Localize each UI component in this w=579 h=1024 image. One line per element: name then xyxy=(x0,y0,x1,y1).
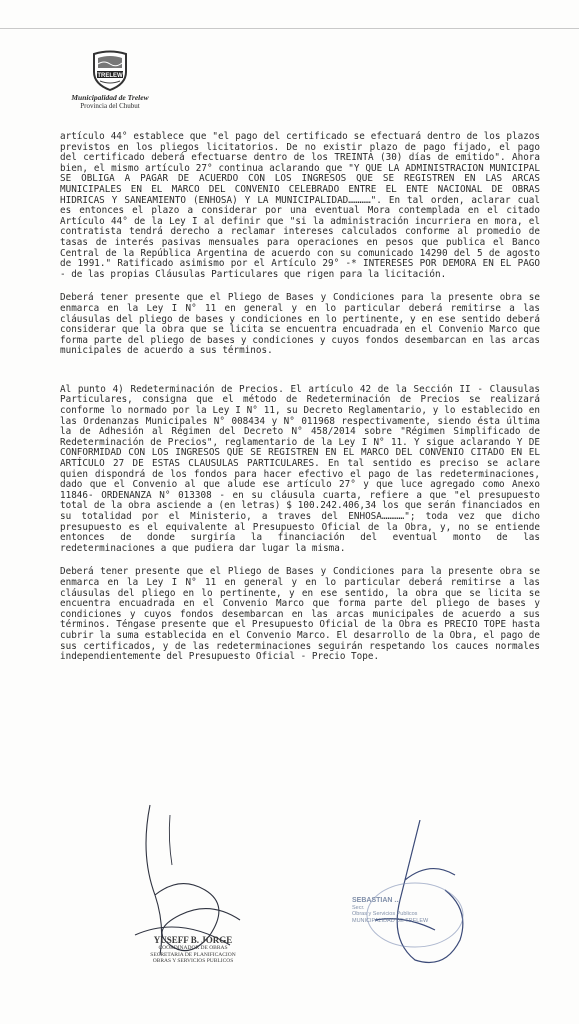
top-rule xyxy=(0,28,579,29)
paragraph: Al punto 4) Redeterminación de Precios. El artículo 42 de la Sección II - Clausulas Particulares, consigna que el método de Redeterminación de Precios se realizará conforme lo normado por la Ley I N° 11, su Decreto Reglamentario, y lo establecido en las Ordenanzas Municipales N° 008434 y N° 011968 respectivamente, siendo ésta última la de Adhesión al Régimen del Decreto N° 458/2014 sobre "Régimen Simplificado de Redeterminación de Precios", reglamentario de la Ley I N° 11. Y sigue aclarando Y DE CONFORMIDAD CON LOS INGRESOS QUE SE REGISTREN EN EL MARCO DEL CONVENIO CITADO EN EL ARTÍCULO 27 DE ESTAS CLAUSULAS PARTICULARES. En tal sentido es preciso se aclare quien dispondrá de los fondos para hacer efectivo el pago de las redeterminaciones, dado que el Convenio al que alude ese artículo 27° y que luce agregado como Anexo 11846- ORDENANZA N° 013308 - en su cláusula cuarta, refiere a que "el presupuesto total de la obra asciende a (en letras) $ 100.242.406,34 los que serán financiados en su totalidad por el Ministerio, a traves del ENHOSA…………"; toda vez que dicho presupuesto es el equivalente al Presupuesto Oficial de la Obra, y, no se entiende entonces de donde surgiría la financiación del eventual monto de las redeterminaciones a que pudiera dar lugar la misma. xyxy=(60,383,540,554)
stamp-line: SECRETARIA DE PLANIFICACION xyxy=(150,951,236,958)
coordinator-stamp xyxy=(128,935,258,965)
municipality-logo xyxy=(60,50,160,110)
stamp-line: Obras y Servicios Publicos xyxy=(352,911,418,917)
province-name: Provincia del Chubut xyxy=(80,102,140,110)
stamp-line: MUNICIPALIDAD DE TRELEW xyxy=(352,917,429,924)
stamp-name: SEBASTIAN ... xyxy=(352,897,401,904)
stamp-name: YUSEFF B. JORGE xyxy=(153,935,233,945)
paragraph: artículo 44° establece que "el pago del certificado se efectuará dentro de los plazos previstos en los pliegos licitatorios. De no existir plazo de pago fijado, el pago del certificado deberá efectuarse dentro de los TREINTA (30) días de emitido". Ahora bien, el mismo artículo 27° continua aclarando que "Y QUE LA ADMINISTRACION MUNICIPAL SE OBLIGA A PAGAR DE ACUERDO CON LOS INGRESOS QUE SE REGISTREN EN LAS ARCAS MUNICIPALES EN EL MARCO DEL CONVENIO CELEBRADO ENTRE EL ENTE NACIONAL DE OBRAS HIDRICAS Y SANEAMIENTO (ENHOSA) Y LA MUNICIPALIDAD…………". En tal orden, aclarar cual es entonces el plazo a considerar por una eventual Mora contemplada en el citado Artículo 44° de la Ley I al definir que "si la administración incurriera en mora, el contratista tendrá derecho a reclamar intereses calculados conforme al promedio de tasas de interés pasivas mensuales para operaciones en pesos que publica el Banco Central de la República Argentina de acuerdo con su comunicado 14290 del 5 de agosto de 1991." Ratificado asimismo por el Artículo 29° -* INTERESES POR DEMORA EN EL PAGO - de las propias Cláusulas Particulares que rigen para la licitación. xyxy=(60,131,540,280)
stamp-line: Secr. xyxy=(352,904,365,911)
secretary-stamp xyxy=(352,898,462,924)
document-body xyxy=(60,132,540,676)
stamp-line: OBRAS Y SERVICIOS PUBLICOS xyxy=(152,958,234,964)
stamp-line: COORDINADOR DE OBRAS xyxy=(158,945,228,951)
signature-right xyxy=(345,820,485,970)
municipality-name: Municipalidad de Trelew xyxy=(71,93,149,102)
paragraph: Deberá tener presente que el Pliego de Bases y Condiciones para la presente obra se enmarca en la Ley I N° 11 en general y en lo particular deberá remitirse a las cláusulas del pliego en lo pertinente, y en ese sentido, la obra que se licita se encuentra encuadrada en el Convenio Marco que forma parte del pliego de bases y condiciones y cuyos fondos desembarcan en las arcas municipales de acuerdo a sus términos. Téngase presente que el Presupuesto Oficial de la Obra es PRECIO TOPE hasta cubrir la suma establecida en el Convenio Marco. El desarrollo de la Obra, el pago de sus certificados, y de las redeterminaciones seguirán respetando los cauces normales independientemente del Presupuesto Oficial - Precio Tope. xyxy=(60,566,540,663)
paragraph: Deberá tener presente que el Pliego de Bases y Condiciones para la presente obra se enmarca en la Ley I N° 11 en general y en lo particular deberá remitirse a las cláusulas del pliego de bases y condiciones en lo pertinente, y en ese sentido deberá considerar que la obra que se licita se encuentra encuadrada en el Convenio Marco que forma parte del pliego de bases y condiciones y cuyos fondos desembarcan en las arcas municipales de acuerdo a sus términos. xyxy=(60,292,540,357)
shield-label: TRELEW xyxy=(97,73,123,79)
shield-logo-icon xyxy=(88,50,132,92)
